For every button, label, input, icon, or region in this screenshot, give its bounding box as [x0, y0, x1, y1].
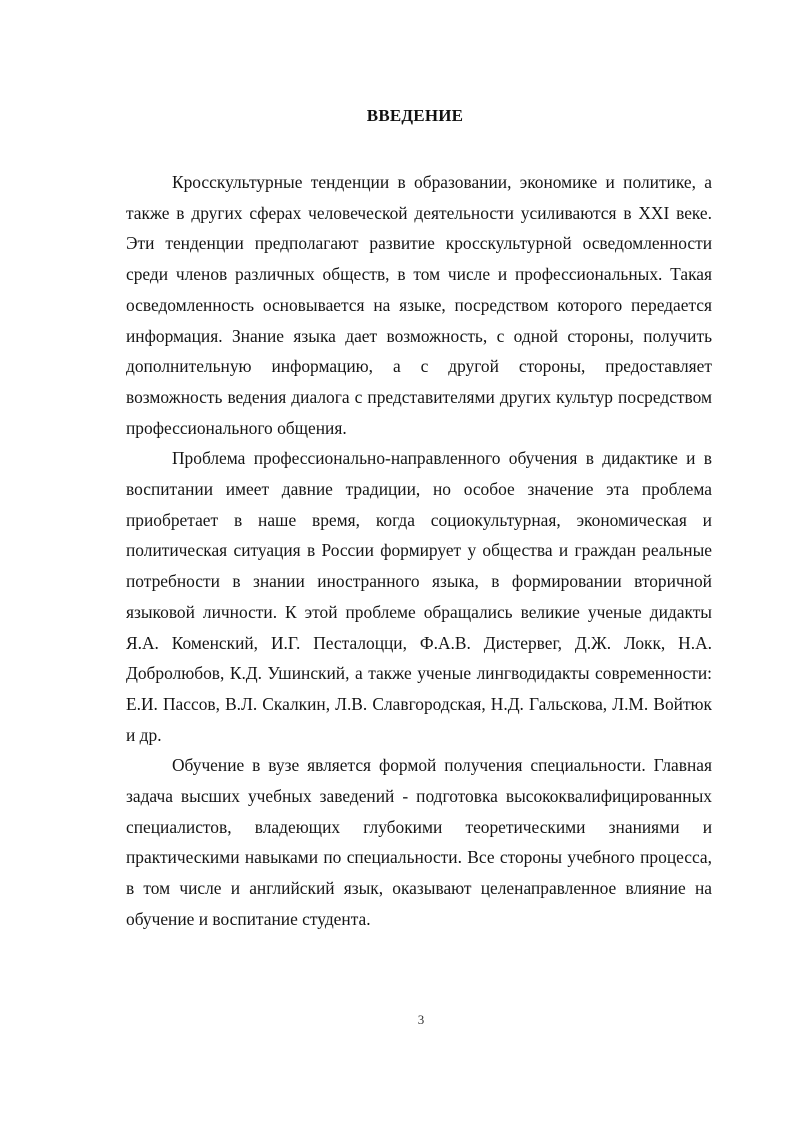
paragraph-1: Кросскультурные тенденции в образовании, экономике и политике, а также в других сферах человеческой деятельности усиливаются в XXI веке. Эти тенденции предполагают развитие кросскультурной осведомленности среди членов различных обществ, в том числе и профессиональных. Такая осведомленность основывается на языке, посредством которого передается информация. Знание языка дает возможность, с одной стороны, получить дополнительную информацию, а с другой стороны, предоставляет возможность ведения диалога с представителями других культур посредством профессионального общения. — [126, 172, 712, 438]
page-number: 3 — [417, 1012, 425, 1027]
paragraph-3: Обучение в вузе является формой получения специальности. Главная задача высших учебных заведений - подготовка высококвалифицированных специалистов, владеющих глубокими теоретическими знаниями и практическими навыками по специальности. Все стороны учебного процесса, в том числе и английский язык, оказывают целенаправленное влияние на обучение и воспитание студента. — [126, 755, 712, 929]
paragraph-2: Проблема профессионально-направленного обучения в дидактике и в воспитании имеет давние традиции, но особое значение эта проблема приобретает в наше время, когда социокультурная, экономическая и политическая ситуация в России формирует у общества и граждан реальные потребности в знании иностранного языка, в формировании вторичной языковой личности. К этой проблеме обращались великие ученые дидакты Я.А. Коменский, И.Г. Песталоцци, Ф.А.В. Дистервег, Д.Ж. Локк, Н.А. Добролюбов, К.Д. Ушинский, а также ученые лингводидакты современности: Е.И. Пассов, В.Л. Скалкин, Л.В. Славгородская, Н.Д. Гальскова, Л.М. Войтюк и др. — [126, 448, 712, 745]
body-text — [126, 167, 712, 935]
page-title: ВВЕДЕНИЕ — [366, 106, 464, 125]
